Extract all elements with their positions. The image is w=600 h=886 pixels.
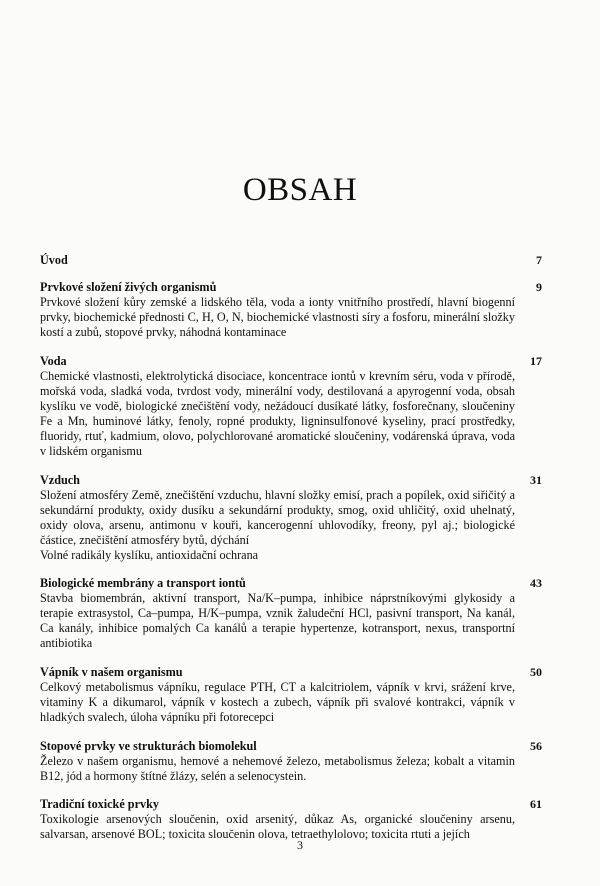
toc-page-number: 50 [530,665,542,679]
toc-entry-voda [40,354,542,459]
toc-heading: Úvod [40,253,68,267]
toc-entry-uvod [40,253,542,268]
toc-heading: Vápník v našem organismu [40,665,183,679]
toc-entry-tradicni-toxicke-prvky [40,797,542,842]
toc-description: Chemické vlastnosti, elektrolytická disociace, koncentrace iontů v krevním séru, voda v přírodě, mořská voda, sladká voda, tvrdost vody, minerální vody, destilovaná a apyrogenní voda, obsah kyslíku ve vodě, biologické znečištění vody, nežádoucí dusíkaté látky, fosforečnany, sloučeniny Fe a Mn, huminové látky, fenoly, ropné produkty, ligninsulfonové kyseliny, prací prostředky, fluoridy, rtuť, kadmium, olovo, polychlorované aromatické sloučeniny, vodárenská úprava, voda v lidském organismu [40,369,515,458]
toc-page-number: 17 [530,354,542,368]
toc-description: Stavba biomembrán, aktivní transport, Na/K–pumpa, inhibice náprstníkovými glykosidy a terapie extrasystol, Ca–pumpa, H/K–pumpa, vznik žaludeční HCl, pasivní transport, Na kanál, Ca kanály, inhibice pomalých Ca kanálů a terapie hypertenze, kotransport, nexus, transportní antibiotika [40,591,515,650]
toc-description: Prvkové složení kůry zemské a lidského těla, voda a ionty vnitřního prostředí, hlavní biogenní prvky, biochemické přednosti C, H, O, N, biochemické vlastnosti síry a fosforu, minerální složky kostí a zubů, stopové prvky, náhodná kontaminace [40,295,515,339]
toc-description: Složení atmosféry Země, znečištění vzduchu, hlavní složky emisí, prach a popílek, oxid siřičitý a sekundární produkty, oxidy dusíku a sekundární produkty, smog, oxid uhličitý, oxid uhelnatý, oxidy olova, arsenu, antimonu v kouři, kancerogenní uhlovodíky, freony, pyl aj.; biologické částice, znečištění atmosféry bytů, dýchání [40,488,515,547]
toc-heading: Biologické membrány a transport iontů [40,576,246,590]
toc-entry-prvkove-slozeni [40,280,542,340]
toc-page-number: 9 [536,280,542,294]
toc-entry-stopove-prvky [40,739,542,784]
toc-heading: Vzduch [40,473,80,487]
toc-page-number: 7 [536,253,542,267]
toc-heading: Voda [40,354,67,368]
toc-page-number: 31 [530,473,542,487]
toc-page-number: 56 [530,739,542,753]
page-title: OBSAH [242,172,358,208]
toc-entry-vapnik [40,665,542,725]
toc-page-number: 61 [530,797,542,811]
toc-description: Celkový metabolismus vápníku, regulace PTH, CT a kalcitriolem, vápník v krvi, srážení krve, vitaminy K a dikumarol, vápník v kostech a zubech, vápník při svalové kontrakci, vápník v hladkých svalech, úloha vápníku při fotorecepci [40,680,515,724]
toc-heading: Stopové prvky ve strukturách biomolekul [40,739,257,753]
toc-entry-biologicke-membrany [40,576,542,651]
toc-entry-vzduch [40,473,542,563]
toc-heading: Tradiční toxické prvky [40,797,159,811]
toc-description: Železo v našem organismu, hemové a nehemové železo, metabolismus železa; kobalt a vitamin B12, jód a hormony štítné žlázy, selén a selenocystein. [40,754,515,783]
toc-heading: Prvkové složení živých organismů [40,280,217,294]
page-number: 3 [297,838,303,852]
toc-description: Toxikologie arsenových sloučenin, oxid arsenitý, důkaz As, organické sloučeniny arsenu, salvarsan, arsenové BOL; toxicita sloučenin olova, tetraethylolovo; toxicita rtuti a jejích [40,812,515,841]
table-of-contents [40,253,542,842]
toc-description-extra: Volné radikály kyslíku, antioxidační ochrana [40,548,259,562]
toc-page-number: 43 [530,576,542,590]
